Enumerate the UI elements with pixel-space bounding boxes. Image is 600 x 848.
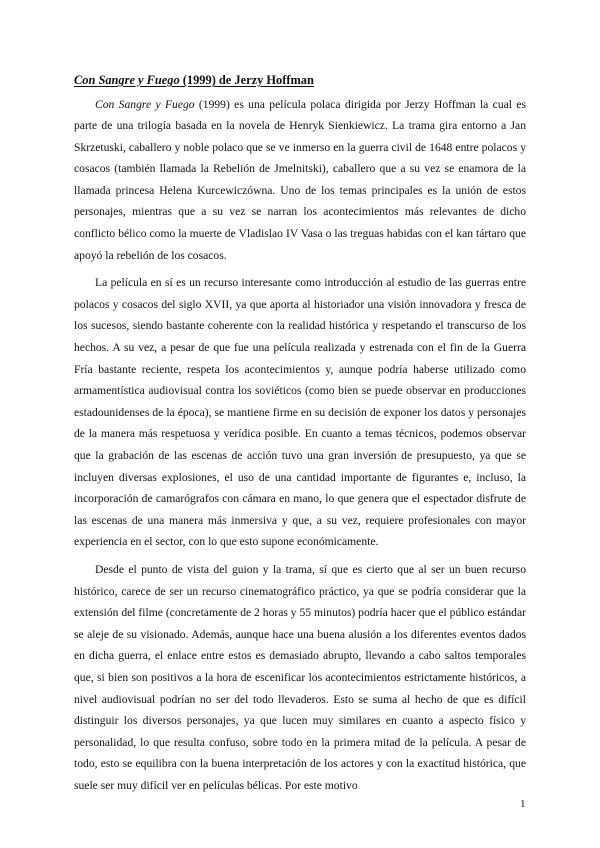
title-film-name: Con Sangre y Fuego: [74, 73, 180, 87]
page-number: 1: [520, 798, 526, 810]
paragraph-2-text: La película en sí es un recurso interesante como introducción al estudio de las guerras entre polacos y cosacos del siglo XVII, ya que aporta al historiador una visión innovadora y fresca de los sucesos, siendo bastante coherente con la realidad histórica y respetando el transcurso de los hechos. A su vez, a pesar de que fue una película realizada y estrenada con el fin de la Guerra Fría bastante reciente, respeta los acontecimientos y, aunque podría haberse utilizado como armamentística audiovisual contra los soviéticos (como bien se puede observar en producciones estadounidenses de la época), se mantiene firme en su decisión de exponer los datos y personajes de la manera más respetuosa y verídica posible. En cuanto a temas técnicos, podemos observar que la grabación de las escenas de acción tuvo una gran inversión de presupuesto, ya que se incluyen diversas explosiones, el uso de una cantidad importante de figurantes e, incluso, la incorporación de camarógrafos con cámara en mano, lo que genera que el espectador disfrute de las escenas de una manera más inmersiva y que, a su vez, requiere profesionales con mayor experiencia en el sector, con lo que esto supone económicamente.: [74, 276, 526, 549]
paragraph-3-text: Desde el punto de vista del guion y la trama, sí que es cierto que al ser un buen recurso histórico, carece de ser un recurso cinematográfico práctico, ya que se podría considerar que la extensión del filme (concretamente de 2 horas y 55 minutos) podría hacer que el público estándar se aleje de su visionado. Además, aunque hace una buena alusión a los diferentes eventos dados en dicha guerra, el enlace entre estos es demasiado abrupto, llevando a cabo saltos temporales que, si bien son positivos a la hora de escenificar los acontecimientos estrictamente históricos, a nivel audiovisual podrían no ser del todo llevaderos. Esto se suma al hecho de que es difícil distinguir los diversos personajes, ya que lucen muy similares en cuanto a aspecto físico y personalidad, lo que resulta confuso, sobre todo en la primera mitad de la película. A pesar de todo, esto se equilibra con la buena interpretación de los actores y con la exactitud histórica, que suele ser muy difícil ver en películas bélicas. Por este motivo: [74, 562, 526, 792]
paragraph-1-text: (1999) es una película polaca dirigida por Jerzy Hoffman la cual es parte de una trilogía basada en la novela de Henryk Sienkiewicz. La trama gira entorno a Jan Skrzetuski, caballero y noble polaco que se ve inmerso en la guerra civil de 1648 entre polacos y cosacos (también llamada la Rebelión de Jmelnitski), caballero que a su vez se enamora de la llamada princesa Helena Kurcewiczówna. Uno de los temas principales es la unión de estos personajes, mientras que a su vez se narran los acontecimientos más relevantes de dicho conflicto bélico como la muerte de Vladislao IV Vasa o las treguas habidas con el kan tártaro que apoyó la rebelión de los cosacos.: [74, 97, 526, 262]
paragraph-1: [74, 94, 526, 267]
document-page: [74, 70, 526, 803]
document-title: [74, 70, 526, 92]
paragraph-1-film-name: Con Sangre y Fuego: [95, 97, 195, 111]
paragraph-2: [74, 272, 526, 553]
title-year-director: (1999) de Jerzy Hoffman: [179, 73, 314, 87]
paragraph-3: [74, 559, 526, 797]
